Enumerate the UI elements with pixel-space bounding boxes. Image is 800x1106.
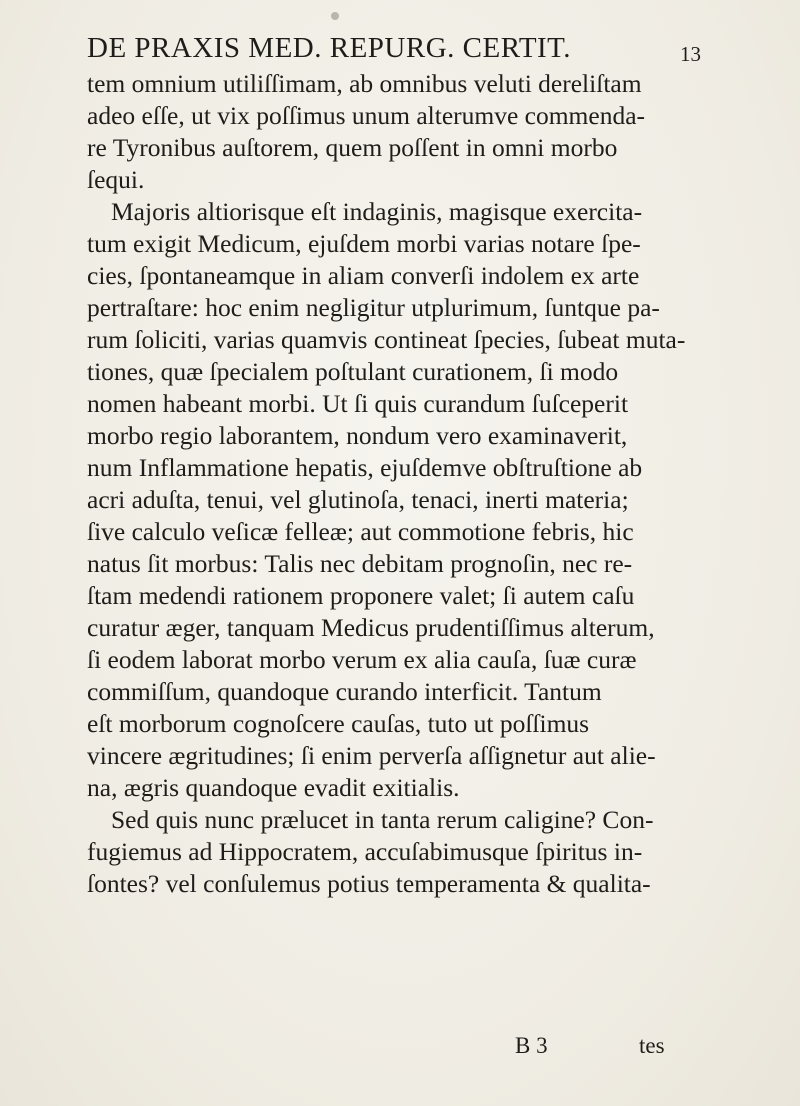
text-line: ſi eodem laborat morbo verum ex alia cauſa, ſuæ curæ — [87, 645, 637, 674]
text-line: curatur æger, tanquam Medicus prudentiſſimus alterum, — [87, 613, 655, 642]
text-line: ſontes? vel conſulemus potius temperamenta & qualita- — [87, 869, 651, 898]
text-line: acri aduſta, tenui, vel glutinoſa, tenaci, inerti materia; — [87, 485, 629, 514]
text-line: cies, ſpontaneamque in aliam converſi indolem ex arte — [87, 261, 640, 290]
text-line: ſtam medendi rationem proponere valet; ſi autem caſu — [87, 581, 635, 610]
text-line: ſive calculo veſicæ felleæ; aut commotione febris, hic — [87, 517, 634, 546]
text-line: Majoris altiorisque eſt indaginis, magisque exercita- — [111, 197, 643, 226]
text-line: tiones, quæ ſpecialem poſtulant curationem, ſi modo — [87, 357, 619, 386]
text-line: Sed quis nunc prælucet in tanta rerum caligine? Con- — [111, 805, 654, 834]
text-line: nomen habeant morbi. Ut ſi quis curandum ſuſceperit — [87, 389, 629, 418]
ink-speck — [331, 12, 339, 20]
running-head — [0, 26, 800, 70]
signature-mark: B 3 — [515, 1033, 548, 1058]
text-line: na, ægris quandoque evadit exitialis. — [87, 773, 460, 802]
text-line: eſt morborum cognoſcere cauſas, tuto ut poſſimus — [87, 709, 590, 738]
page-footer — [0, 1030, 800, 1062]
text-line: fugiemus ad Hippocratem, accuſabimusque ſpiritus in- — [87, 837, 643, 866]
text-line: vincere ægritudines; ſi enim perverſa aſſignetur aut alie- — [87, 741, 656, 770]
text-line: natus ſit morbus: Talis nec debitam prognoſin, nec re- — [87, 549, 633, 578]
text-line: commiſſum, quandoque curando interficit. Tantum — [87, 677, 602, 706]
text-line: ſequi. — [87, 165, 145, 194]
catchword: tes — [639, 1033, 665, 1058]
text-line: adeo eſſe, ut vix poſſimus unum alterumve commenda- — [87, 101, 646, 130]
page-number: 13 — [680, 42, 701, 66]
text-line: re Tyronibus auſtorem, quem poſſent in omni morbo — [87, 133, 618, 162]
text-line: num Inflammatione hepatis, ejuſdemve obſtruſtione ab — [87, 453, 643, 482]
text-line: tum exigit Medicum, ejuſdem morbi varias notare ſpe- — [87, 229, 641, 258]
text-line: pertraſtare: hoc enim negligitur utplurimum, ſuntque pa- — [87, 293, 660, 322]
text-line: tem omnium utiliſſimam, ab omnibus veluti dereliſtam — [87, 69, 642, 98]
text-line: morbo regio laborantem, nondum vero examinaverit, — [87, 421, 628, 450]
text-line: rum ſoliciti, varias quamvis contineat ſpecies, ſubeat muta- — [87, 325, 686, 354]
running-title: DE PRAXIS MED. REPURG. CERTIT. — [87, 32, 571, 64]
